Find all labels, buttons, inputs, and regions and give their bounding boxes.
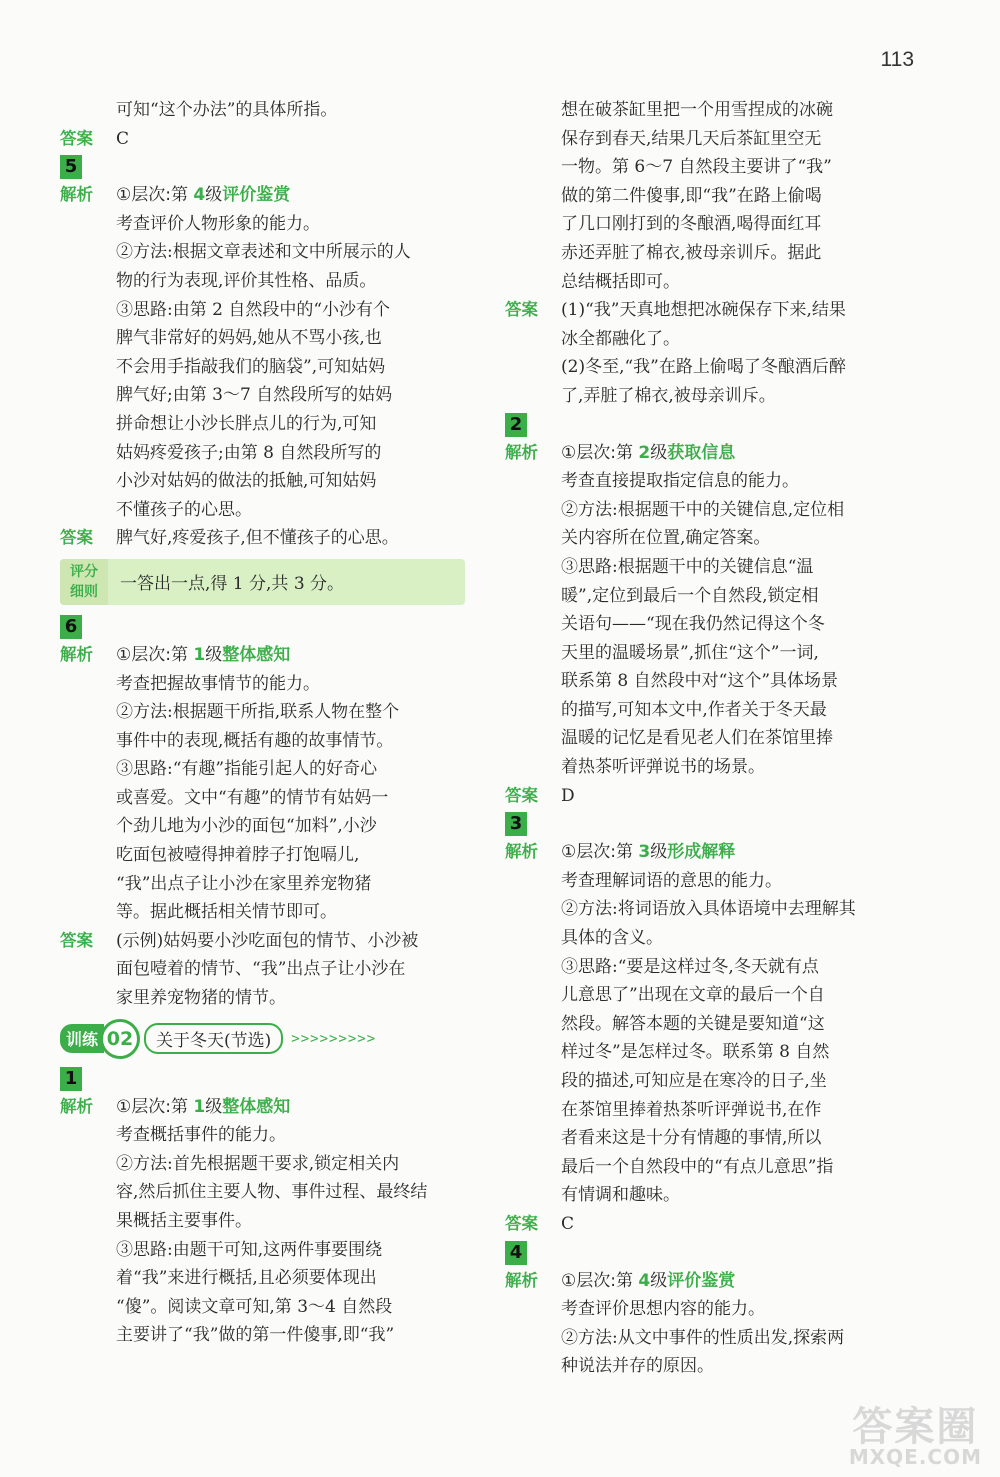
analysis-line: 做的第二件傻事,即“我”在路上偷喝 [561,185,822,206]
analysis-line: “傻”。阅读文章可知,第 3～4 自然段 [116,1296,393,1317]
level-number: 4 [193,185,206,206]
level-keyword: 形成解释 [667,842,736,863]
analysis-body [561,1267,915,1381]
watermark-line-2: MXQE.COM [848,1445,982,1469]
level-number: 4 [638,1270,651,1291]
analysis-block-t3 [505,838,915,1210]
level-number: 2 [638,442,651,463]
answer-line: (示例)姑妈要小沙吃面包的情节、小沙被 [116,930,419,951]
analysis-line: 考查理解词语的意思的能力。 [561,870,782,891]
analysis-line: 想在破茶缸里把一个用雪捏成的冰碗 [561,100,833,120]
analysis-line: 段的描述,可知应是在寒冷的日子,坐 [561,1071,827,1091]
scoring-label-line-1: 评分 [70,563,98,580]
training-title: 关于冬天(节选) [144,1023,283,1054]
answer-block-t3 [505,1210,915,1239]
scoring-rules-text: 一答出一点,得 1 分,共 3 分。 [120,574,345,595]
analysis-line: 容,然后抓住主要人物、事件过程、最终结 [116,1182,428,1203]
analysis-line: 脾气非常好的妈妈,她从不骂小孩,也 [116,328,382,349]
analysis-line: 种说法并存的原因。 [561,1356,714,1377]
level-prefix: ①层次:第 [116,644,194,665]
page-number: 113 [880,48,914,71]
analysis-block-t2 [505,439,915,782]
level-keyword: 评价鉴赏 [667,1270,736,1291]
analysis-line: 关内容所在位置,确定答案。 [561,528,771,549]
level-keyword: 评价鉴赏 [222,185,291,206]
analysis-line: ③思路:“要是这样过冬,冬天就有点 [561,956,819,977]
level-line [116,641,465,670]
arrow-decoration: >>>>>>>>> [291,1030,377,1047]
analysis-line: ③思路:“有趣”指能引起人的好奇心 [116,759,378,780]
answer-label: 答案 [60,128,93,148]
answer-block-t2 [505,782,915,811]
analysis-body [116,181,465,524]
analysis-line: 保存到春天,结果几天后茶缸里空无 [561,128,822,149]
level-mid: 级 [205,1096,223,1117]
analysis-line: 温暖的记忆是看见老人们在茶馆里捧 [561,728,833,749]
analysis-line: 不懂孩子的心思。 [116,499,252,520]
analysis-label: 解析 [60,644,93,664]
analysis-line: ③思路:由题干可知,这两件事要围绕 [116,1239,383,1260]
analysis-line: 有情调和趣味。 [561,1185,680,1206]
question-number-badge: 4 [505,1241,527,1265]
level-mid: 级 [205,644,223,665]
left-column [60,96,465,1350]
answer-text: C [561,1213,575,1234]
level-mid: 级 [205,185,223,206]
watermark-line-1: 答案圈 [852,1404,979,1450]
analysis-line: ②方法:根据文章表述和文中所展示的人 [116,242,411,263]
analysis-line: 吃面包被噎得抻着脖子打饱嗝儿, [116,845,360,866]
level-line [116,1093,465,1122]
analysis-line: 然段。解答本题的关键是要知道“这 [561,1013,825,1034]
analysis-line: 等。据此概括相关情节即可。 [116,902,337,923]
analysis-line: 考查评价思想内容的能力。 [561,1299,765,1320]
analysis-line: 脾气好;由第 3～7 自然段所写的姑妈 [116,385,393,406]
analysis-body [116,641,465,927]
analysis-line: 总结概括即可。 [561,271,680,292]
training-header [60,1019,465,1059]
answer-line: 面包噎着的情节、“我”出点子让小沙在 [116,959,406,980]
answer-label: 答案 [60,528,93,548]
analysis-body [561,838,915,1210]
question-number-badge: 6 [60,615,82,639]
answer-block-t1 [505,296,915,410]
analysis-line: ②方法:将词语放入具体语境中去理解其 [561,899,856,920]
analysis-line: 最后一个自然段中的“有点儿意思”指 [561,1156,834,1177]
answer-text: 脾气好,疼爱孩子,但不懂孩子的心思。 [116,528,399,549]
level-mid: 级 [650,1270,668,1291]
analysis-line: ②方法:根据题干所指,联系人物在整个 [116,702,400,723]
answer-block-q4 [60,125,465,154]
answer-body [116,927,465,1013]
right-column [505,96,915,1381]
analysis-line: 样过冬”是怎样过冬。联系第 8 自然 [561,1042,830,1063]
analysis-line: 个劲儿地为小沙的面包“加料”,小沙 [116,816,377,837]
analysis-line: 小沙对姑妈的做法的抵触,可知姑妈 [116,471,377,492]
answer-text: D [561,785,575,806]
answer-line: 家里养宠物猪的情节。 [116,988,286,1009]
analysis-line: 天里的温暖场景”,抓住“这个”一词, [561,642,819,663]
analysis-line: “我”出点子让小沙在家里养宠物猪 [116,873,372,894]
analysis-line: 果概括主要事件。 [116,1211,252,1231]
analysis-line: 考查概括事件的能力。 [116,1125,286,1146]
analysis-line: ③思路:根据题干中的关键信息“温 [561,556,814,577]
analysis-body [561,439,915,782]
level-keyword: 整体感知 [222,1096,291,1117]
analysis-line: 的描写,可知本文中,作者关于冬天最 [561,699,827,720]
analysis-line: 事件中的表现,概括有趣的故事情节。 [116,730,394,751]
analysis-label: 解析 [60,185,93,205]
analysis-line: 拼命想让小沙长胖点儿的行为,可知 [116,413,377,434]
analysis-line: ②方法:从文中事件的性质出发,探索两 [561,1327,845,1348]
analysis-line: 考查评价人物形象的能力。 [116,213,320,234]
level-line [561,439,915,468]
analysis-line: 在茶馆里捧着热茶听评弹说书,在作 [561,1099,822,1120]
analysis-line: 主要讲了“我”做的第一件傻事,即“我” [116,1325,395,1346]
analysis-label: 解析 [505,1270,538,1290]
level-prefix: ①层次:第 [561,442,639,463]
level-prefix: ①层次:第 [561,1270,639,1291]
analysis-line: 物的行为表现,评价其性格、品质。 [116,270,377,291]
analysis-body [116,1093,465,1350]
level-prefix: ①层次:第 [561,842,639,863]
analysis-line: ③思路:由第 2 自然段中的“小沙有个 [116,299,391,320]
analysis-line: 赤还弄脏了棉衣,被母亲训斥。据此 [561,242,822,263]
answer-line: (2)冬至,“我”在路上偷喝了冬酿酒后醉 [561,357,846,378]
intro-line: 可知“这个办法”的具体所指。 [116,100,338,120]
analysis-line: 了几口刚打到的冬酿酒,喝得面红耳 [561,214,822,235]
level-number: 1 [193,1096,206,1117]
analysis-line: 着“我”来进行概括,且必须要体现出 [116,1268,377,1289]
analysis-line: 者看来这是十分有情趣的事情,所以 [561,1128,822,1149]
answer-block-q6 [60,927,465,1013]
level-keyword: 获取信息 [667,442,736,463]
analysis-line: 一物。第 6～7 自然段主要讲了“我” [561,157,832,178]
analysis-line: 考查把握故事情节的能力。 [116,673,320,694]
answer-label: 答案 [505,1213,538,1233]
analysis-block-t1 [60,1093,465,1350]
answer-block-q5 [60,524,465,553]
answer-body [561,296,915,410]
level-prefix: ①层次:第 [116,1096,194,1117]
analysis-block-q5 [60,181,465,524]
level-number: 1 [193,644,206,665]
answer-label: 答案 [60,930,93,950]
scoring-rules-label [60,559,108,605]
answer-line: (1)“我”天真地想把冰碗保存下来,结果 [561,300,846,321]
analysis-line: 着热茶听评弹说书的场景。 [561,757,765,778]
analysis-line: 暖”,定位到最后一个自然段,锁定相 [561,585,819,606]
scoring-rules-box [60,559,465,605]
analysis-line: 不会用手指敲我们的脑袋”,可知姑妈 [116,356,386,377]
analysis-line: 考查直接提取指定信息的能力。 [561,471,799,492]
analysis-line: ②方法:首先根据题干要求,锁定相关内 [116,1153,400,1174]
answer-line: 了,弄脏了棉衣,被母亲训斥。 [561,385,776,406]
analysis-line: 联系第 8 自然段中对“这个”具体场景 [561,671,839,692]
analysis-line: 姑妈疼爱孩子;由第 8 自然段所写的 [116,442,382,463]
answer-line: 冰全都融化了。 [561,328,680,349]
analysis-line: 儿意思了”出现在文章的最后一个自 [561,985,825,1006]
analysis-line: 关语句——“现在我仍然记得这个冬 [561,614,825,635]
question-number-badge: 5 [60,155,82,179]
analysis-line: ②方法:根据题干中的关键信息,定位相 [561,499,845,520]
t1-continuation [505,96,915,296]
training-tag: 训练 [60,1024,104,1053]
analysis-label: 解析 [505,442,538,462]
answer-label: 答案 [505,300,538,320]
level-number: 3 [638,842,651,863]
answer-text: C [116,128,130,149]
analysis-line: 具体的含义。 [561,928,663,949]
analysis-line: 或喜爱。文中“有趣”的情节有姑妈一 [116,787,389,808]
question-number-badge: 3 [505,812,527,836]
question-number-badge: 1 [60,1067,82,1091]
level-keyword: 整体感知 [222,644,291,665]
scoring-label-line-2: 细则 [70,583,98,600]
analysis-label: 解析 [505,842,538,862]
level-line [116,181,465,210]
answer-label: 答案 [505,785,538,805]
level-mid: 级 [650,442,668,463]
level-prefix: ①层次:第 [116,185,194,206]
analysis-block-t4 [505,1267,915,1381]
training-number: 02 [100,1019,140,1059]
level-line [561,838,915,867]
watermark-logo [848,1404,982,1469]
analysis-label: 解析 [60,1096,93,1116]
analysis-block-q6 [60,641,465,927]
level-line [561,1267,915,1296]
question-number-badge: 2 [505,413,527,437]
level-mid: 级 [650,842,668,863]
